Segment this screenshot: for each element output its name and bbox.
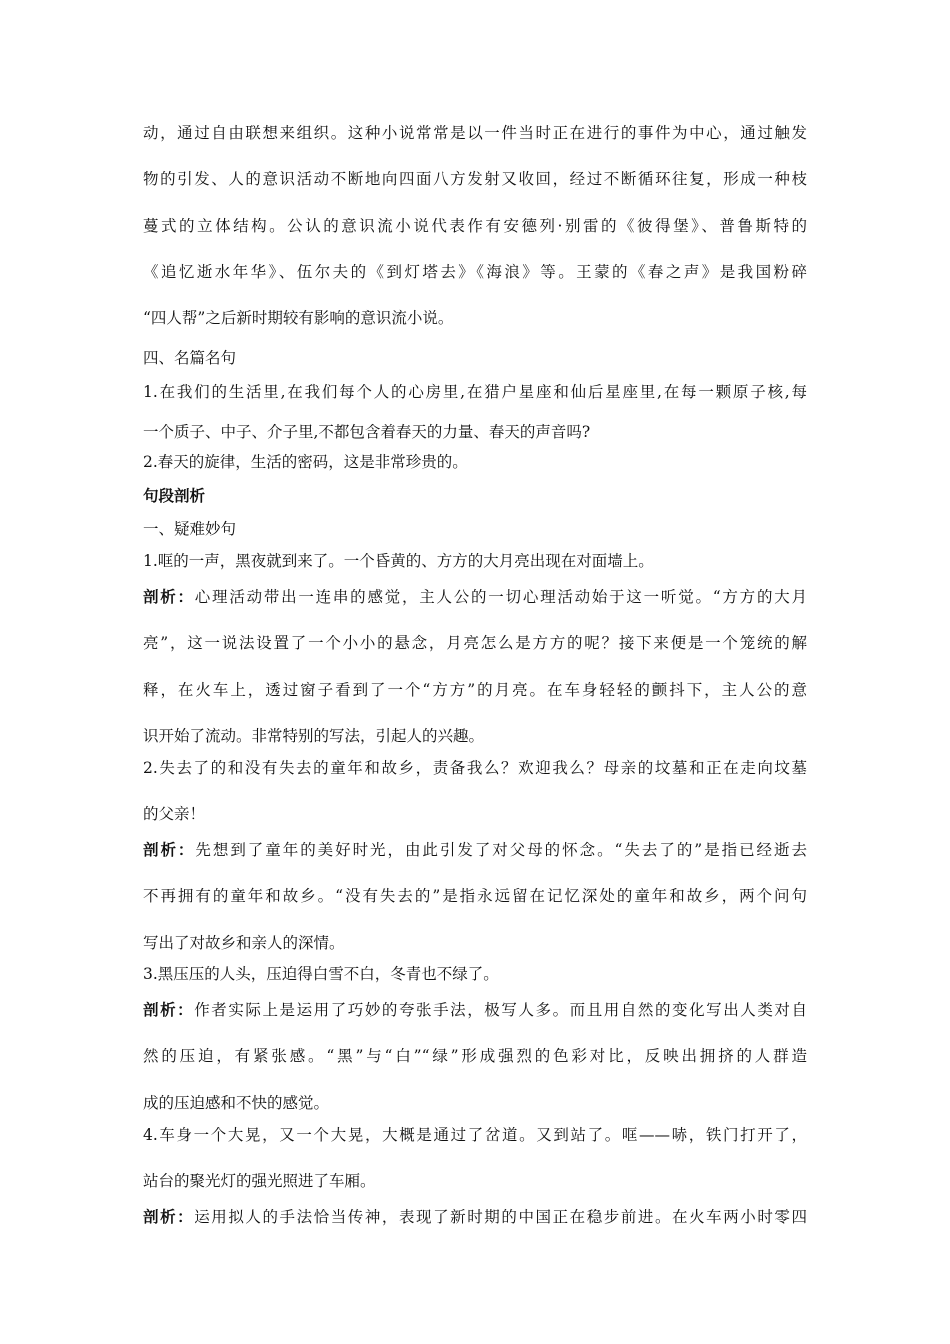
analysis-line [143, 840, 807, 860]
analysis-label: 剖析： [143, 1207, 195, 1226]
analysis-line: 识开始了流动。非常特别的写法，引起人的兴趣。 [143, 727, 485, 745]
analysis-line: 写出了对故乡和亲人的深情。 [143, 934, 345, 952]
text-line: 1.在我们的生活里,在我们每个人的心房里,在猎户星座和仙后星座里,在每一颗原子核,每 [143, 383, 807, 401]
analysis-label: 剖析： [143, 840, 196, 859]
section-heading: 四、名篇名句 [143, 349, 237, 367]
sentence-line: 4.车身一个大晃，又一个大晃，大概是通过了岔道。又到站了。哐——哧，铁门打开了， [143, 1126, 807, 1144]
text-line: 一个质子、中子、介子里,不都包含着春天的力量、春天的声音吗? [143, 423, 591, 441]
text-line: “四人帮”之后新时期较有影响的意识流小说。 [143, 309, 454, 327]
analysis-line [143, 587, 807, 607]
text-line: 《追忆逝水年华》、伍尔夫的《到灯塔去》《海浪》等。王蒙的《春之声》是我国粉碎 [143, 263, 807, 281]
analysis-line: 释，在火车上，透过窗子看到了一个“方方”的月亮。在车身轻轻的颤抖下，主人公的意 [143, 681, 807, 699]
analysis-line: 不再拥有的童年和故乡。“没有失去的”是指永远留在记忆深处的童年和故乡，两个问句 [143, 887, 807, 905]
sub-heading: 一、疑难妙句 [143, 520, 237, 538]
analysis-line [143, 1207, 807, 1227]
analysis-label: 剖析： [143, 1000, 195, 1019]
text-line: 蔓式的立体结构。公认的意识流小说代表作有安德列·别雷的《彼得堡》、普鲁斯特的 [143, 217, 807, 235]
analysis-label: 剖析： [143, 587, 195, 606]
sentence-line: 站台的聚光灯的强光照进了车厢。 [143, 1172, 376, 1190]
analysis-line: 然的压迫，有紧张感。“黑”与“白”“绿”形成强烈的色彩对比，反映出拥挤的人群造 [143, 1047, 807, 1065]
analysis-text: 心理活动带出一连串的感觉，主人公的一切心理活动始于这一听觉。“方方的大月 [194, 588, 807, 606]
analysis-text: 先想到了童年的美好时光，由此引发了对父母的怀念。“失去了的”是指已经逝去 [195, 841, 807, 859]
sentence-line: 3.黑压压的人头，压迫得白雪不白，冬青也不绿了。 [143, 965, 499, 983]
quote-2: 2.春天的旋律，生活的密码，这是非常珍贵的。 [143, 453, 468, 471]
analysis-text: 运用拟人的手法恰当传神，表现了新时期的中国正在稳步前进。在火车两小时零四 [194, 1208, 807, 1226]
analysis-line [143, 1000, 807, 1020]
sentence-line: 的父亲！ [143, 805, 206, 823]
analysis-line: 成的压迫感和不快的感觉。 [143, 1094, 330, 1112]
analysis-text: 作者实际上是运用了巧妙的夸张手法，极写人多。而且用自然的变化写出人类对自 [194, 1001, 807, 1019]
sentence-line: 1.哐的一声，黑夜就到来了。一个昏黄的、方方的大月亮出现在对面墙上。 [143, 552, 654, 570]
text-line: 动，通过自由联想来组织。这种小说常常是以一件当时正在进行的事件为中心，通过触发 [143, 124, 807, 142]
text-line: 物的引发、人的意识活动不断地向四面八方发射又收回，经过不断循环往复，形成一种枝 [143, 170, 807, 188]
analysis-heading: 句段剖析 [143, 486, 206, 505]
sentence-line: 2.失去了的和没有失去的童年和故乡，责备我么？欢迎我么？母亲的坟墓和正在走向坟墓 [143, 759, 807, 777]
analysis-line: 亮”，这一说法设置了一个小小的悬念，月亮怎么是方方的呢？接下来便是一个笼统的解 [143, 634, 807, 652]
